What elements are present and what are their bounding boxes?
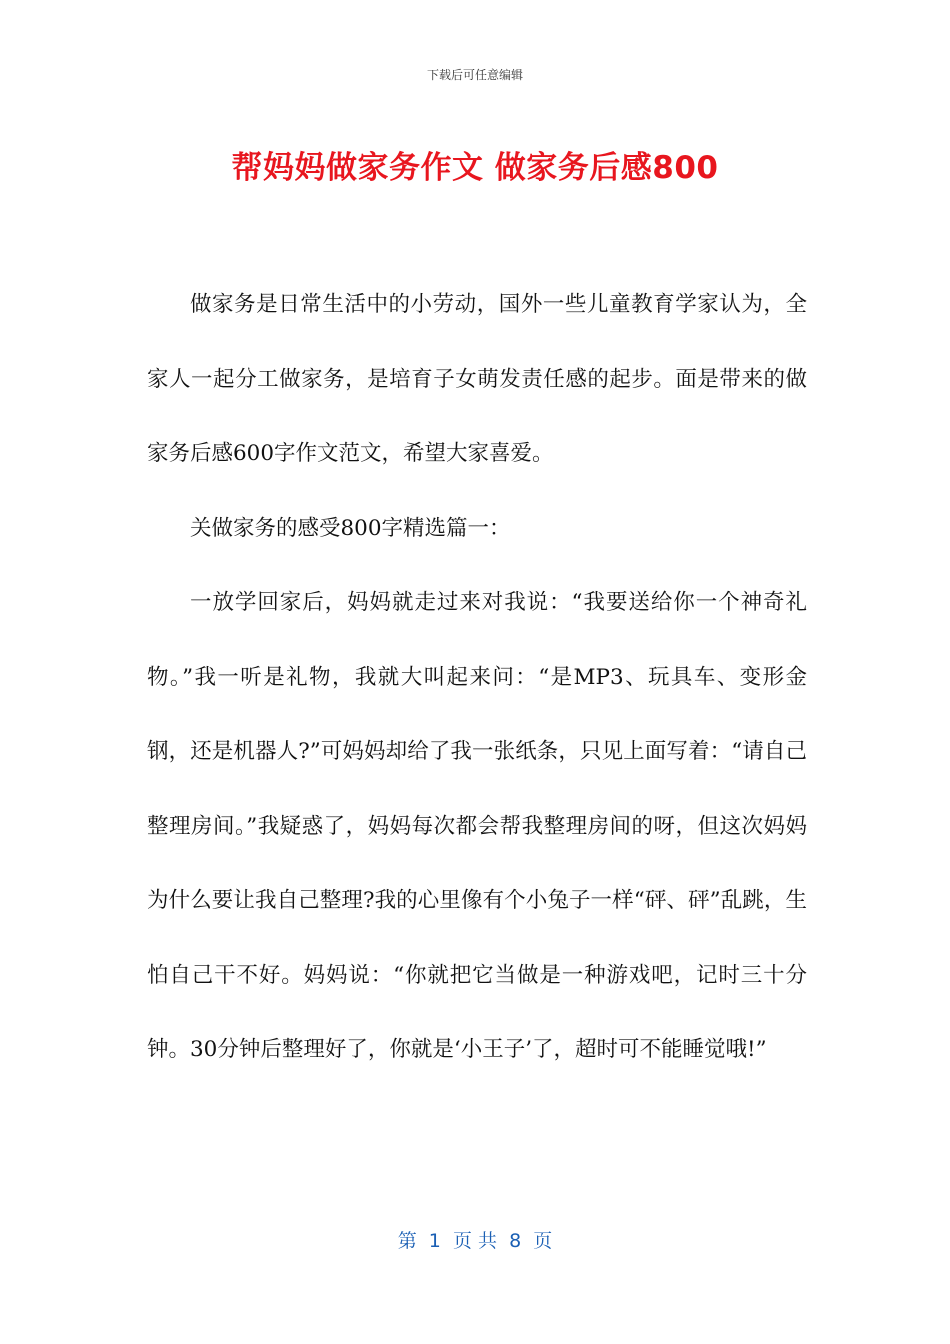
paragraph-intro: 做家务是日常生活中的小劳动，国外一些儿童教育学家认为，全家人一起分工做家务，是培育子女萌发责任感的起步。面是带来的做家务后感600字作文范文，希望大家喜爱。 <box>147 292 807 466</box>
document-body <box>147 268 807 1088</box>
paragraph-story: 一放学回家后，妈妈就走过来对我说：“我要送给你一个神奇礼物。”我一听是礼物，我就大叫起来问：“是MP3、玩具车、变形金钢，还是机器人?”可妈妈却给了我一张纸条，只见上面写着：“请自己整理房间。”我疑惑了，妈妈每次都会帮我整理房间的呀，但这次妈妈为什么要让我自己整理?我的心里像有个小兔子一样“砰、砰”乱跳，生怕自己干不好。妈妈说：“你就把它当做是一种游戏吧，记时三十分钟。30分钟后整理好了，你就是‘小王子’了，超时可不能睡觉哦!” <box>147 590 807 1062</box>
page-indicator: 第 1 页 共 8 页 <box>397 1230 553 1252</box>
paragraph-section-heading: 关做家务的感受800字精选篇一： <box>190 515 511 541</box>
header-note: 下载后可任意编辑 <box>426 68 523 82</box>
document-title: 帮妈妈做家务作文 做家务后感800 <box>231 150 719 186</box>
